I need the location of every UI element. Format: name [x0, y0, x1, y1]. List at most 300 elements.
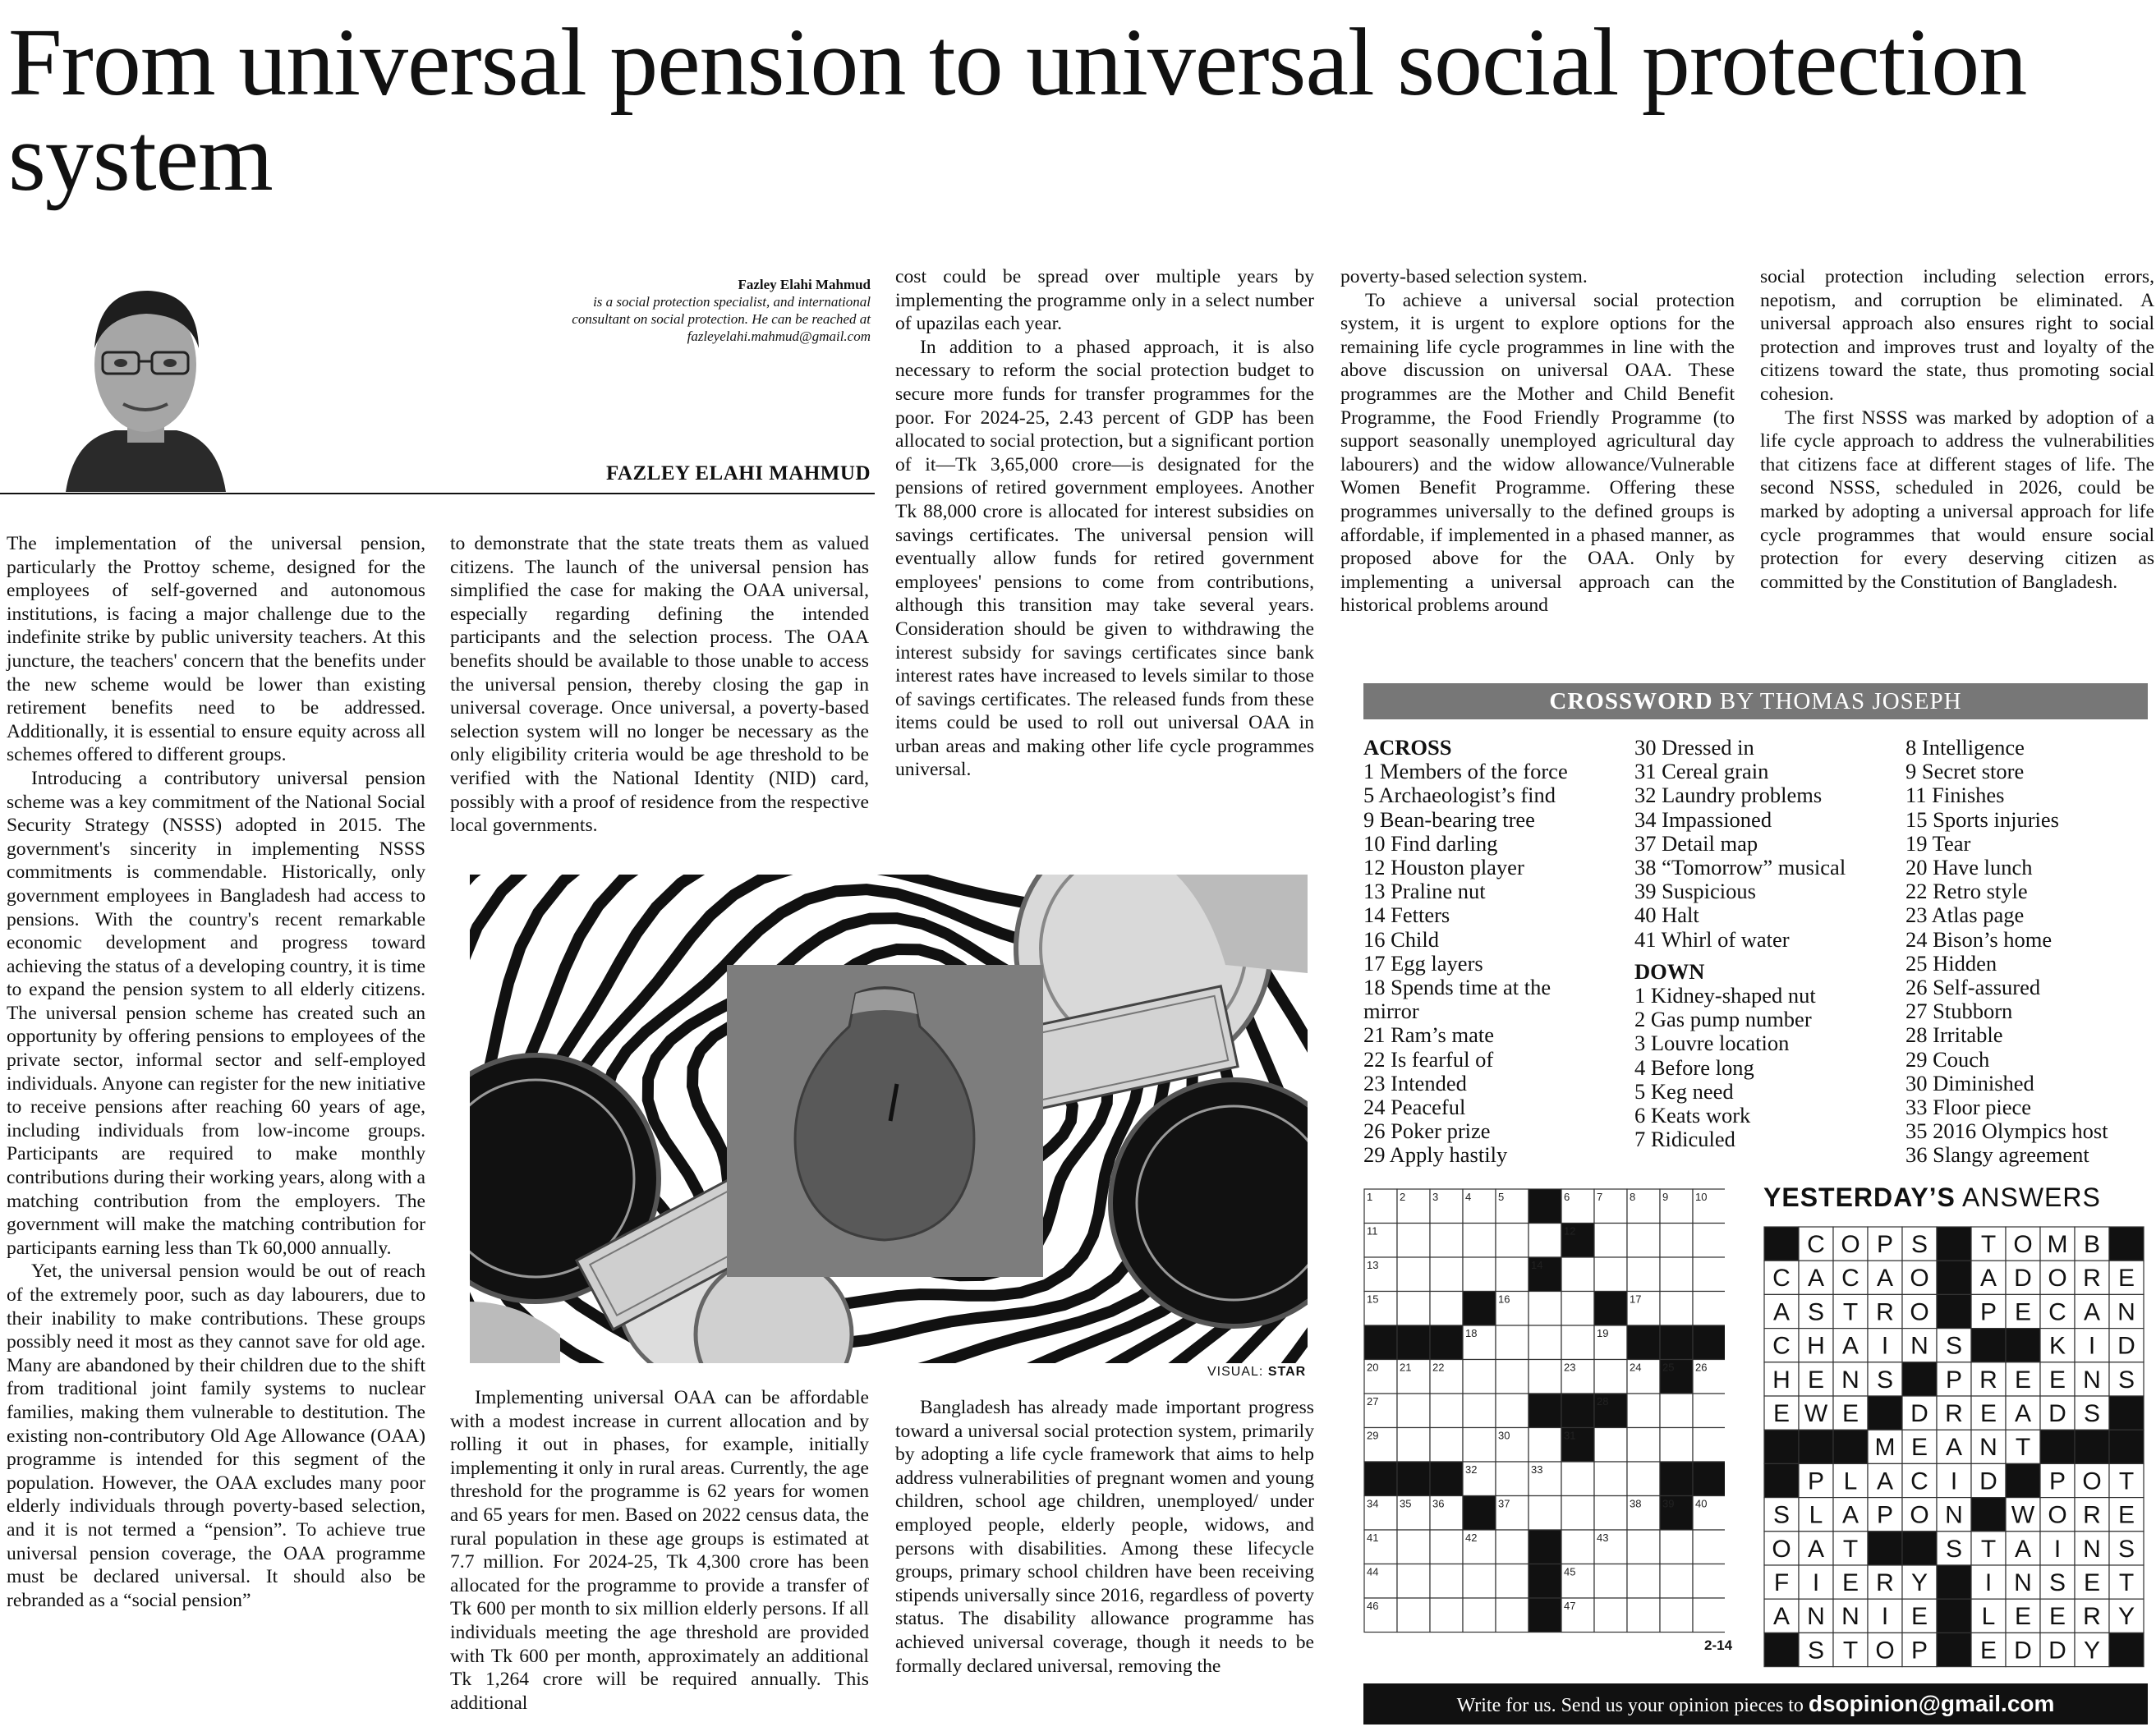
crossword-cell-number: 15	[1367, 1293, 1379, 1306]
answer-black-cell	[2109, 1430, 2144, 1463]
crossword-title: CROSSWORD	[1549, 688, 1713, 714]
answer-letter: S	[1945, 1332, 1963, 1360]
answer-letter: P	[1807, 1467, 1825, 1495]
answer-letter: E	[2083, 1569, 2101, 1596]
crossword-cell[interactable]	[1627, 1598, 1660, 1633]
crossword-clue: 21 Ram’s mate	[1363, 1022, 1494, 1048]
article-column-5	[1760, 265, 2154, 594]
answer-letter: H	[1772, 1366, 1791, 1394]
answer-letter: O	[1772, 1535, 1791, 1563]
answer-letter: S	[1910, 1231, 1928, 1258]
crossword-cell[interactable]	[1496, 1462, 1529, 1496]
answer-letter: S	[2117, 1535, 2135, 1563]
crossword-cell[interactable]	[1594, 1496, 1627, 1531]
crossword-clue: 30 Diminished	[1905, 1070, 2034, 1095]
answer-black-cell	[1937, 1565, 1971, 1599]
answer-letter: N	[2083, 1535, 2101, 1563]
answer-black-cell	[2109, 1396, 2144, 1430]
answer-letter: D	[1979, 1467, 1997, 1495]
answer-letter: E	[1807, 1366, 1825, 1394]
paragraph: social protection including selection errors, nepotism, and corruption be eliminated. A universal approach also ensures right to social protection and improves trust and loyalty of the citizens toward the state, thus promoting social cohesion.	[1760, 266, 2154, 405]
crossword-cell[interactable]	[1430, 1564, 1463, 1599]
answer-letter: D	[2048, 1400, 2066, 1427]
crossword-cell[interactable]	[1463, 1257, 1496, 1292]
crossword-cell[interactable]	[1594, 1224, 1627, 1258]
crossword-cell[interactable]	[1463, 1394, 1496, 1428]
crossword-clue: 11 Finishes	[1905, 783, 2005, 808]
crossword-black-cell	[1594, 1292, 1627, 1326]
answer-letter: E	[2014, 1603, 2032, 1631]
crossword-cell[interactable]	[1397, 1292, 1430, 1326]
paragraph: The implementation of the universal pension, particularly the Prottoy scheme, designed for the employees of self-governed and autonomous institutions, is facing a major challenge due to the indefinite strike by public university teachers. At this juncture, the teachers' concern that the benefits under the new scheme would be lower than existing retirement benefits need to be addressed. Additionally, it is essential to ensure equity across all schemes offered to different groups.	[7, 533, 425, 766]
crossword-cell-number: 33	[1531, 1463, 1543, 1476]
crossword-cell[interactable]	[1561, 1496, 1594, 1531]
crossword-cell[interactable]	[1594, 1360, 1627, 1394]
crossword-clues-col1	[1363, 736, 1568, 1168]
crossword-cell[interactable]	[1594, 1257, 1627, 1292]
crossword-cell-number: 12	[1564, 1224, 1576, 1238]
answer-letter: T	[1842, 1535, 1859, 1563]
answer-black-cell	[1937, 1633, 1971, 1666]
crossword-cell[interactable]	[1627, 1564, 1660, 1599]
crossword-cell[interactable]	[1693, 1292, 1725, 1326]
down-heading: DOWN	[1634, 958, 1705, 984]
crossword-clue: 24 Bison’s home	[1905, 926, 2053, 952]
answer-black-cell	[1868, 1532, 1902, 1565]
answer-black-cell	[2109, 1227, 2144, 1261]
paragraph: poverty-based selection system.	[1340, 266, 1588, 287]
crossword-cell[interactable]	[1397, 1564, 1430, 1599]
crossword-black-cell	[1364, 1462, 1397, 1496]
answer-letter: S	[1945, 1535, 1963, 1563]
answer-letter: I	[1812, 1569, 1820, 1596]
crossword-clues-col2	[1634, 736, 1846, 1151]
crossword-cell[interactable]	[1561, 1292, 1594, 1326]
crossword-cell-number: 14	[1531, 1259, 1543, 1271]
answer-letter: R	[1979, 1366, 1997, 1394]
crossword-cell-number: 23	[1564, 1361, 1576, 1374]
crossword-cell-number: 6	[1564, 1191, 1570, 1203]
crossword-clue: 18 Spends time at the	[1363, 975, 1551, 1000]
answer-letter: E	[2117, 1265, 2135, 1293]
crossword-clue: 26 Poker prize	[1363, 1118, 1491, 1144]
visual-credit-source: STAR	[1267, 1365, 1307, 1379]
answer-letter: O	[1910, 1265, 1929, 1293]
footer-email[interactable]: dsopinion@gmail.com	[1808, 1691, 2055, 1716]
crossword-cell-number: 10	[1695, 1191, 1708, 1203]
crossword-clue: 26 Self-assured	[1905, 975, 2041, 1000]
answer-letter: S	[1876, 1366, 1894, 1394]
answer-letter: R	[1945, 1400, 1963, 1427]
crossword-cell[interactable]	[1627, 1257, 1660, 1292]
crossword-cell[interactable]	[1693, 1598, 1725, 1633]
crossword-cell[interactable]	[1529, 1224, 1561, 1258]
answer-letter: O	[2082, 1467, 2102, 1495]
answer-letter: A	[2083, 1298, 2101, 1326]
crossword-black-cell	[1364, 1325, 1397, 1360]
crossword-cell[interactable]	[1496, 1394, 1529, 1428]
answers-title	[1763, 1183, 2101, 1213]
visual-credit	[1207, 1365, 1306, 1380]
crossword-clue: 3 Louvre location	[1634, 1031, 1790, 1056]
answer-letter: M	[1874, 1434, 1896, 1462]
crossword-cell[interactable]	[1627, 1462, 1660, 1496]
crossword-cell-number: 47	[1564, 1600, 1576, 1612]
answer-letter: C	[1807, 1231, 1825, 1258]
crossword-cell-number: 32	[1465, 1463, 1478, 1476]
footer-banner	[1363, 1683, 2148, 1725]
crossword-black-cell	[1529, 1598, 1561, 1633]
answer-letter: A	[1841, 1501, 1859, 1529]
answer-letter: N	[1945, 1501, 1963, 1529]
answer-letter: N	[1807, 1603, 1825, 1631]
crossword-cell[interactable]	[1529, 1292, 1561, 1326]
answer-black-cell	[2040, 1430, 2075, 1463]
crossword-cell[interactable]	[1430, 1257, 1463, 1292]
crossword-black-cell	[1529, 1189, 1561, 1224]
crossword-clue: 22 Is fearful of	[1363, 1046, 1494, 1072]
crossword-cell[interactable]	[1463, 1224, 1496, 1258]
answer-letter: A	[1876, 1467, 1894, 1495]
crossword-cell-number: 39	[1662, 1497, 1675, 1510]
answer-letter: D	[2048, 1637, 2066, 1665]
answer-letter: T	[2118, 1467, 2135, 1495]
answer-letter: E	[1841, 1569, 1859, 1596]
answer-letter: P	[1876, 1501, 1894, 1529]
crossword-cell[interactable]	[1660, 1564, 1693, 1599]
answer-black-cell	[2075, 1430, 2109, 1463]
answer-letter: S	[2117, 1366, 2135, 1394]
crossword-cell[interactable]	[1693, 1564, 1725, 1599]
answer-letter: S	[1807, 1298, 1825, 1326]
crossword-cell[interactable]	[1627, 1224, 1660, 1258]
crossword-cell[interactable]	[1529, 1325, 1561, 1360]
answer-letter: I	[1881, 1603, 1889, 1631]
crossword-clue: 29 Couch	[1905, 1046, 1990, 1072]
crossword-black-cell	[1660, 1325, 1693, 1360]
article-illustration	[470, 875, 1308, 1363]
answer-black-cell	[1799, 1430, 1833, 1463]
author-byline-block	[0, 261, 875, 495]
article-column-2-bottom	[450, 1386, 869, 1715]
answer-black-cell	[1937, 1261, 1971, 1294]
answers-title-bold: YESTERDAY’S	[1763, 1183, 1956, 1212]
answer-letter: N	[1841, 1366, 1859, 1394]
crossword-cell[interactable]	[1463, 1598, 1496, 1633]
crossword-cell-number: 13	[1367, 1259, 1379, 1271]
paragraph: cost could be spread over multiple years by implementing the programme only in a select number of upazilas each year.	[895, 266, 1314, 335]
crossword-cell[interactable]	[1430, 1428, 1463, 1463]
crossword-cell-number: 11	[1367, 1224, 1378, 1238]
paragraph: To achieve a universal social protection system, it is urgent to explore options for the remaining life cycle programmes in line with the above discussion on universal OAA. These programmes are the Mother and Child Benefit Programme, the Food Friendly Programme (to support seasonally unemployed agricultural day labourers) and the widow allowance/Vulnerable Women Benefit Programme. Offering these programmes universally to the defined groups is affordable, if implemented in a phased manner, as proposed above for the OAA. Only by implementing a universal approach can the historical problems around	[1340, 289, 1735, 617]
answer-letter: C	[1772, 1265, 1791, 1293]
crossword-cell[interactable]	[1397, 1428, 1430, 1463]
crossword-clue: 28 Irritable	[1905, 1022, 2003, 1048]
answer-letter: T	[1980, 1231, 1997, 1258]
crossword-cell[interactable]	[1430, 1224, 1463, 1258]
crossword-cell-number: 3	[1432, 1191, 1439, 1203]
answer-letter: L	[1843, 1467, 1858, 1495]
crossword-cell-number: 26	[1695, 1361, 1708, 1374]
crossword-cell-number: 18	[1465, 1327, 1478, 1339]
answer-black-cell	[1764, 1430, 1799, 1463]
crossword-cell[interactable]	[1430, 1292, 1463, 1326]
crossword-cell-number: 34	[1367, 1497, 1379, 1510]
answer-letter: R	[2083, 1501, 2101, 1529]
crossword-cell-number: 9	[1662, 1191, 1669, 1203]
crossword-cell[interactable]	[1561, 1257, 1594, 1292]
crossword-cell[interactable]	[1430, 1530, 1463, 1564]
answer-letter: I	[2088, 1332, 2096, 1360]
answer-letter: E	[2048, 1603, 2066, 1631]
crossword-cell-number: 43	[1597, 1532, 1609, 1544]
crossword-cell-number: 22	[1432, 1361, 1445, 1374]
crossword-cell-number: 45	[1564, 1565, 1576, 1578]
footer-text: Write for us. Send us your opinion pieces to	[1456, 1695, 1809, 1716]
crossword-clues-col3	[1905, 736, 2108, 1168]
answer-letter: C	[1841, 1265, 1859, 1293]
yesterdays-answers-grid	[1763, 1226, 2148, 1669]
crossword-cell-number: 25	[1662, 1361, 1675, 1374]
answer-letter: C	[1910, 1467, 1928, 1495]
crossword-cell[interactable]	[1594, 1598, 1627, 1633]
crossword-clue: 9 Bean-bearing tree	[1363, 806, 1535, 832]
crossword-cell-number: 41	[1367, 1532, 1379, 1544]
crossword-black-cell	[1693, 1462, 1725, 1496]
answer-letter: I	[1950, 1467, 1958, 1495]
answer-letter: C	[2048, 1298, 2066, 1326]
crossword-cell[interactable]	[1660, 1292, 1693, 1326]
crossword-cell[interactable]	[1430, 1394, 1463, 1428]
crossword-black-cell	[1561, 1394, 1594, 1428]
byline-name: FAZLEY ELAHI MAHMUD	[606, 462, 871, 485]
crossword-cell[interactable]	[1496, 1564, 1529, 1599]
paragraph: Bangladesh has already made important progress toward a universal social protection system, primarily by adopting a life cycle framework that aims to help address vulnerabilities of pregnant women and young children, school age children, unemployed/ under employed people, elderly people, widows, and persons with disabilities. Among these lifecycle groups, primary school children have been receiving stipends universally since 2016, regardless of poverty status. The disability allowance programme has achieved universal coverage, though it needs to be formally declared universal, removing the	[895, 1397, 1314, 1677]
answer-letter: P	[1979, 1298, 1997, 1326]
crossword-clue: 29 Apply hastily	[1363, 1142, 1508, 1168]
crossword-cell[interactable]	[1561, 1462, 1594, 1496]
answers-title-rest: ANSWERS	[1955, 1183, 2101, 1212]
crossword-clue: 25 Hidden	[1905, 950, 1997, 976]
crossword-cell-number: 46	[1367, 1600, 1379, 1612]
crossword-cell-number: 17	[1630, 1293, 1642, 1306]
answer-letter: S	[1772, 1501, 1791, 1529]
answer-letter: A	[1772, 1298, 1791, 1326]
answer-letter: N	[1841, 1603, 1859, 1631]
crossword-cell[interactable]	[1594, 1462, 1627, 1496]
answer-letter: K	[2048, 1332, 2066, 1360]
article-column-1	[7, 532, 425, 1612]
answer-letter: Y	[1910, 1569, 1928, 1596]
answer-letter: C	[1772, 1332, 1791, 1360]
crossword-cell[interactable]	[1594, 1428, 1627, 1463]
crossword-cell[interactable]	[1397, 1394, 1430, 1428]
crossword-cell-number: 7	[1597, 1191, 1603, 1203]
answer-black-cell	[2109, 1633, 2144, 1666]
crossword-cell[interactable]	[1693, 1224, 1725, 1258]
crossword-cell[interactable]	[1496, 1325, 1529, 1360]
crossword-cell-number: 36	[1432, 1497, 1445, 1510]
answer-letter: E	[2014, 1366, 2032, 1394]
crossword-cell-number: 29	[1367, 1429, 1379, 1442]
answer-letter: E	[1910, 1603, 1928, 1631]
paragraph: Introducing a contributory universal pension scheme was a key commitment of the National Social Security Strategy (NSSS) adopted in 2015. The government's sincerity in implementing NSSS commitments is commendable. Historically, only government employees in Bangladesh had access to pensions. With the country's recent remarkable economic development and progress toward achieving the status of a developing country, it is time to expand the pension system to all elderly citizens. The universal pension scheme has created such an opportunity by offering pensions to employees of the private sector, informal sector and self-employed individuals. Anyone can register for the new initiative to receive pensions after reaching 60 years of age, including individuals from low-income groups. Participants are required to make monthly contributions during their working years, along with a matching contribution from the employers. The government will make the matching contribution for participants earning less than Tk 60,000 annually.	[7, 767, 425, 1259]
crossword-cell[interactable]	[1660, 1394, 1693, 1428]
answer-letter: N	[2083, 1366, 2101, 1394]
crossword-clue: 12 Houston player	[1363, 855, 1524, 880]
answer-black-cell	[1764, 1463, 1799, 1497]
crossword-cell[interactable]	[1397, 1257, 1430, 1292]
crossword-clue: 41 Whirl of water	[1634, 926, 1790, 952]
answer-letter: D	[2014, 1265, 2032, 1293]
crossword-cell-number: 37	[1498, 1497, 1510, 1510]
crossword-cell[interactable]	[1561, 1530, 1594, 1564]
answer-letter: N	[1910, 1332, 1928, 1360]
crossword-cell[interactable]	[1496, 1360, 1529, 1394]
crossword-cell-number: 21	[1400, 1361, 1412, 1374]
article-column-3-top	[895, 265, 1314, 782]
crossword-cell[interactable]	[1529, 1360, 1561, 1394]
crossword-black-cell	[1529, 1394, 1561, 1428]
crossword-cell[interactable]	[1660, 1257, 1693, 1292]
crossword-clue: mirror	[1363, 999, 1419, 1024]
answer-black-cell	[1833, 1430, 1868, 1463]
puzzle-date: 2-14	[1704, 1637, 1733, 1653]
crossword-cell[interactable]	[1496, 1530, 1529, 1564]
answer-letter: N	[2014, 1569, 2032, 1596]
crossword-clue: 33 Floor piece	[1905, 1095, 2032, 1120]
crossword-cell[interactable]	[1693, 1394, 1725, 1428]
crossword-cell[interactable]	[1627, 1394, 1660, 1428]
crossword-cell[interactable]	[1660, 1224, 1693, 1258]
crossword-cell[interactable]	[1561, 1325, 1594, 1360]
crossword-clue: 23 Atlas page	[1905, 902, 2025, 928]
answer-letter: D	[2117, 1332, 2135, 1360]
crossword-cell[interactable]	[1496, 1257, 1529, 1292]
answer-letter: O	[1841, 1231, 1860, 1258]
answer-letter: T	[2118, 1569, 2135, 1596]
answer-letter: A	[2014, 1400, 2032, 1427]
author-bio-line: consultant on social protection. He can be reached at	[572, 311, 871, 327]
answer-letter: A	[1807, 1535, 1825, 1563]
crossword-cell[interactable]	[1627, 1530, 1660, 1564]
answer-letter: E	[1979, 1637, 1997, 1665]
answer-letter: L	[1809, 1501, 1823, 1529]
crossword-black-cell	[1463, 1496, 1496, 1531]
answer-letter: A	[1876, 1265, 1894, 1293]
answer-letter: B	[2083, 1231, 2101, 1258]
answer-letter: E	[1772, 1400, 1791, 1427]
crossword-clue: 17 Egg layers	[1363, 950, 1483, 976]
crossword-black-cell	[1463, 1292, 1496, 1326]
author-photo	[57, 266, 234, 492]
answer-black-cell	[1971, 1498, 2006, 1532]
crossword-clue: 37 Detail map	[1634, 830, 1758, 856]
answer-letter: A	[1979, 1265, 1997, 1293]
paragraph: Yet, the universal pension would be out of reach of the extremely poor, such as day labourers, due to their inability to make contributions. These groups possibly need it most as they cannot save for old age. Many are abandoned by their children due to the shift from traditional joint family systems to nuclear families, making them vulnerable to destitution. The existing non-contributory Old Age Allowance (OAA) programme is intended for this segment of the population. However, the OAA excludes many poor elderly individuals through poverty-based selection, and it is not termed a “pension”. To achieve true universal pension coverage, the OAA programme must be declared universal. It should also be rebranded as a “social pension”	[7, 1261, 425, 1611]
crossword-cell[interactable]	[1693, 1428, 1725, 1463]
crossword-cell[interactable]	[1660, 1530, 1693, 1564]
author-bio	[411, 276, 871, 345]
crossword-cell[interactable]	[1430, 1598, 1463, 1633]
answer-letter: A	[1772, 1603, 1791, 1631]
crossword-black-cell	[1529, 1530, 1561, 1564]
crossword-cell[interactable]	[1529, 1428, 1561, 1463]
article-column-2-top	[450, 532, 869, 838]
crossword-cell-number: 31	[1564, 1429, 1576, 1442]
answer-black-cell	[1868, 1396, 1902, 1430]
crossword-cell-number: 8	[1630, 1191, 1636, 1203]
crossword-clue: 23 Intended	[1363, 1070, 1467, 1095]
crossword-clue: 31 Cereal grain	[1634, 759, 1769, 784]
crossword-clue: 36 Slangy agreement	[1905, 1142, 2089, 1168]
crossword-cell[interactable]	[1496, 1598, 1529, 1633]
answer-letter: O	[2048, 1265, 2067, 1293]
crossword-clue: 30 Dressed in	[1634, 735, 1754, 760]
crossword-cell[interactable]	[1496, 1224, 1529, 1258]
crossword-cell-number: 40	[1695, 1497, 1708, 1510]
answer-letter: N	[2117, 1298, 2135, 1326]
answer-letter: E	[2014, 1298, 2032, 1326]
crossword-header	[1363, 683, 2148, 719]
crossword-cell[interactable]	[1397, 1530, 1430, 1564]
answer-black-cell	[1937, 1227, 1971, 1261]
crossword-cell-number: 35	[1400, 1497, 1412, 1510]
crossword-cell-number: 16	[1498, 1293, 1510, 1306]
crossword-black-cell	[1397, 1325, 1430, 1360]
crossword-cell[interactable]	[1463, 1564, 1496, 1599]
answer-letter: Y	[2117, 1603, 2135, 1631]
crossword-clue: 2 Gas pump number	[1634, 1007, 1812, 1032]
crossword-clue: 38 “Tomorrow” musical	[1634, 855, 1846, 880]
crossword-cell[interactable]	[1397, 1224, 1430, 1258]
crossword-cell[interactable]	[1463, 1428, 1496, 1463]
author-name: Fazley Elahi Mahmud	[738, 277, 871, 292]
answer-letter: Y	[2083, 1637, 2101, 1665]
answer-letter: R	[1876, 1569, 1894, 1596]
answer-letter: A	[1807, 1265, 1825, 1293]
author-email: fazleyelahi.mahmud@gmail.com	[687, 328, 871, 344]
crossword-cell[interactable]	[1627, 1428, 1660, 1463]
answer-letter: H	[1807, 1332, 1825, 1360]
crossword-cell-number: 28	[1597, 1395, 1609, 1408]
crossword-cell[interactable]	[1660, 1598, 1693, 1633]
answer-black-cell	[1902, 1362, 1937, 1396]
crossword-cell-number: 24	[1630, 1361, 1642, 1374]
crossword-cell[interactable]	[1660, 1428, 1693, 1463]
crossword-grid[interactable]	[1363, 1188, 1725, 1636]
crossword-cell[interactable]	[1397, 1598, 1430, 1633]
byline-rule	[0, 493, 875, 494]
crossword-cell[interactable]	[1594, 1564, 1627, 1599]
crossword-clue: 1 Members of the force	[1363, 759, 1568, 784]
answer-letter: R	[2083, 1265, 2101, 1293]
paragraph: The first NSSS was marked by adoption of a life cycle approach to address the vulnerabilities that citizens face at different stages of life. The second NSSS, scheduled in 2026, could be marked by adopting a universal approach for life cycle programmes that would ensure social protection for every deserving citizen as committed by the Constitution of Bangladesh.	[1760, 406, 2154, 593]
answer-letter: O	[1910, 1501, 1929, 1529]
crossword-cell[interactable]	[1529, 1496, 1561, 1531]
answer-letter: S	[2083, 1400, 2101, 1427]
crossword-cell-number: 38	[1630, 1497, 1642, 1510]
crossword-clue: 5 Archaeologist’s find	[1363, 783, 1556, 808]
crossword-clue: 35 2016 Olympics host	[1905, 1118, 2108, 1144]
crossword-cell-number: 44	[1367, 1565, 1379, 1578]
crossword-black-cell	[1529, 1564, 1561, 1599]
crossword-cell[interactable]	[1693, 1257, 1725, 1292]
crossword-cell[interactable]	[1463, 1360, 1496, 1394]
crossword-clue: 16 Child	[1363, 926, 1440, 952]
crossword-clue: 27 Stubborn	[1905, 999, 2013, 1024]
crossword-cell[interactable]	[1693, 1530, 1725, 1564]
